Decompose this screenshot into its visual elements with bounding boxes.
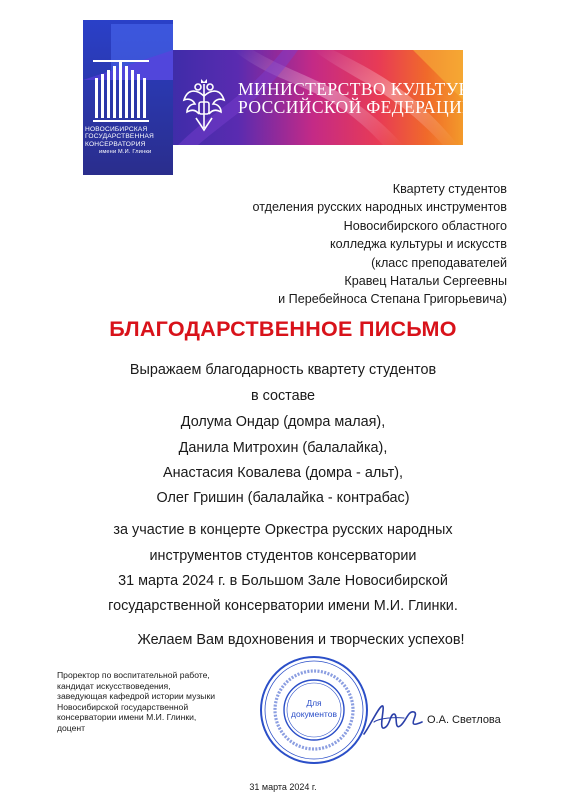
stamp-text: Для: [306, 698, 322, 708]
official-stamp: [258, 654, 370, 766]
member-line: Долума Ондар (домра малая),: [180, 414, 386, 430]
signatory-name: О.А. Светлова: [427, 714, 501, 726]
reason-line: инструментов студентов консерватории: [149, 548, 417, 564]
addressee-line: колледжа культуры и искусств: [329, 237, 507, 252]
conservatory-line-3: КОНСЕРВАТОРИЯ: [85, 140, 146, 148]
ministry-line-1: МИНИСТЕРСТВО КУЛЬТУРЫ: [238, 79, 485, 99]
double-headed-eagle-icon: [181, 78, 227, 134]
addressee-block: [200, 180, 507, 309]
reason-line: государственной консерватории имени М.И. Глинки.: [108, 598, 458, 614]
addressee-line: отделения русских народных инструментов: [252, 200, 507, 215]
conservatory-line-2: ГОСУДАРСТВЕННАЯ: [85, 133, 155, 141]
stamp-text-2: документов: [291, 709, 337, 719]
addressee-line: Кравец Натальи Сергеевны: [344, 274, 507, 289]
ministry-name: [238, 80, 484, 116]
position-line: заведующая кафедрой истории музыки: [57, 691, 216, 702]
wish-line: Желаем Вам вдохновения и творческих успехов!: [137, 632, 465, 648]
position-line: кандидат искусствоведения,: [57, 680, 171, 691]
member-line: Олег Гришин (балалайка - контрабас): [156, 490, 410, 506]
conservatory-line-1: НОВОСИБИРСКАЯ: [85, 126, 148, 133]
reason-line: за участие в концерте Оркестра русских народных: [113, 522, 453, 538]
position-line: Новосибирской государственной: [57, 701, 189, 712]
header-banner: [83, 20, 485, 175]
conservatory-subtitle: имени М.И. Глинки: [99, 149, 152, 156]
position-line: консерватории имени М.И. Глинки,: [57, 712, 197, 723]
conservatory-name: [85, 126, 165, 157]
signature-mark: [360, 700, 426, 742]
position-line: Проректор по воспитательной работе,: [57, 670, 210, 680]
addressee-line: и Перебейноса Степана Григорьевича): [278, 292, 507, 307]
position-line: доцент: [57, 722, 86, 733]
ministry-line-2: РОССИЙСКОЙ ФЕДЕРАЦИИ: [238, 97, 476, 117]
letter-title: БЛАГОДАРСТВЕННОЕ ПИСЬМО: [109, 317, 457, 341]
addressee-line: Новосибирского областного: [343, 218, 507, 233]
addressee-line: Квартету студентов: [392, 182, 507, 196]
letter-date: 31 марта 2024 г.: [249, 782, 317, 792]
signatory-position: [57, 670, 277, 734]
body-intro-2: в составе: [250, 388, 316, 404]
member-line: Данила Митрохин (балалайка),: [178, 440, 388, 456]
addressee-line: (класс преподавателей: [371, 255, 507, 270]
body-intro: Выражаем благодарность квартету студентов: [129, 362, 437, 378]
member-line: Анастасия Ковалева (домра - альт),: [163, 465, 403, 481]
reason-line: 31 марта 2024 г. в Большом Зале Новосибирской: [118, 573, 448, 589]
